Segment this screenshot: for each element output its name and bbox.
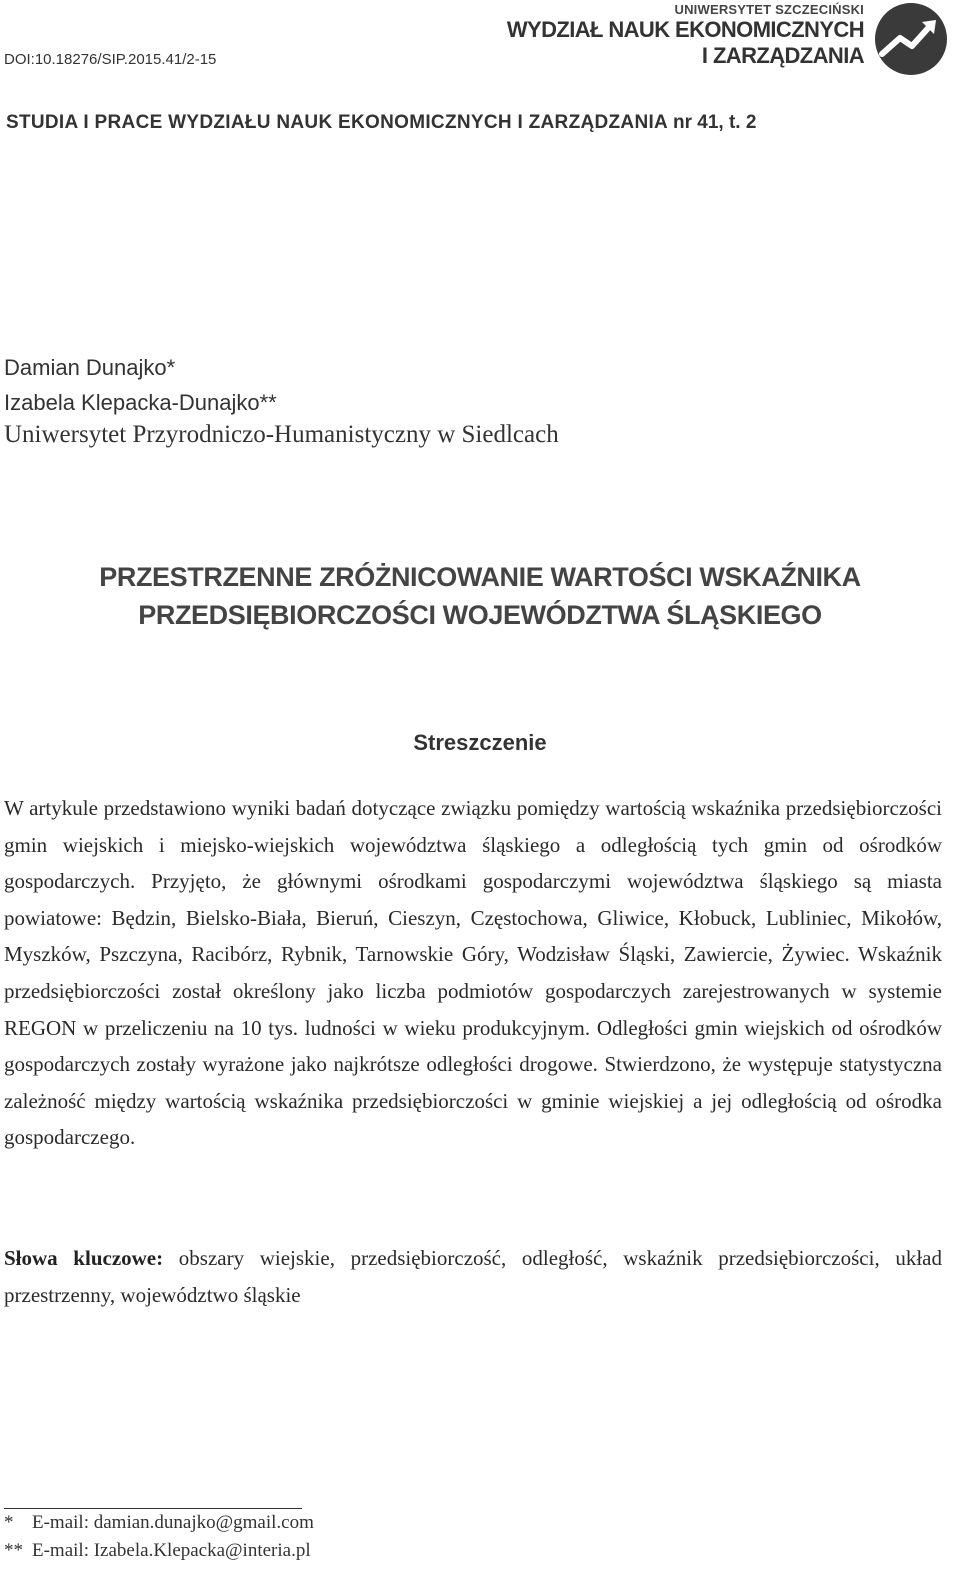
footnote-divider — [4, 1508, 302, 1509]
series-title: STUDIA I PRACE WYDZIAŁU NAUK EKONOMICZNYCH I ZARZĄDZANIA — [6, 112, 668, 133]
logo-faculty-line2: I ZARZĄDZANIA — [701, 43, 864, 68]
issue-number: nr 41, t. 2 — [672, 112, 757, 133]
journal-series — [6, 112, 756, 134]
article-title-line2: PRZEDSIĘBIORCZOŚCI WOJEWÓDZTWA ŚLĄSKIEGO — [138, 600, 822, 630]
author-1: Damian Dunajko* — [4, 355, 176, 380]
article-title — [0, 558, 960, 634]
rising-arrow-icon — [874, 2, 948, 76]
footnote-mark: * — [4, 1512, 14, 1533]
logo-text — [507, 2, 864, 69]
logo-faculty-line1: WYDZIAŁ NAUK EKONOMICZNYCH — [506, 17, 864, 42]
keywords-text: obszary wiejskie, przedsiębiorczość, odległość, wskaźnik przedsiębiorczości, układ przestrzenny, województwo śląskie — [4, 1246, 942, 1307]
author-2: Izabela Klepacka-Dunajko** — [4, 390, 277, 415]
footnote-mark: ** — [4, 1540, 23, 1561]
keywords — [4, 1240, 942, 1313]
keywords-label: Słowa kluczowe: — [4, 1246, 164, 1270]
faculty-logo — [478, 2, 948, 82]
footnote-1 — [4, 1512, 314, 1534]
affiliation: Uniwersytet Przyrodniczo-Humanistyczny w Siedlcach — [4, 421, 559, 448]
logo-university: UNIWERSYTET SZCZECIŃSKI — [674, 2, 864, 17]
article-title-line1: PRZESTRZENNE ZRÓŻNICOWANIE WARTOŚCI WSKAŹNIKA — [99, 562, 861, 592]
abstract-heading: Streszczenie — [413, 730, 547, 755]
abstract-text: W artykule przedstawiono wyniki badań dotyczące związku pomiędzy wartością wskaźnika przedsiębiorczości gmin wiejskich i miejsko-wiejskich województwa śląskiego a odległością tych gmin od ośrodków gospodarczych. Przyjęto, że głównymi ośrodkami gospodarczymi województwa śląskiego są miasta powiatowe: Będzin, Bielsko-Biała, Bieruń, Cieszyn, Częstochowa, Gliwice, Kłobuck, Lubliniec, Mikołów, Myszków, Pszczyna, Racibórz, Rybnik, Tarnowskie Góry, Wodzisław Śląski, Zawiercie, Żywiec. Wskaźnik przedsiębiorczości został określony jako liczba podmiotów gospodarczych zarejestrowanych w systemie REGON w przeliczeniu na 10 tys. ludności w wieku produkcyjnym. Odległości gmin wiejskich od ośrodków gospodarczych zostały wyrażone jako najkrótsze odległości drogowe. Stwierdzono, że występuje statystyczna zależność między wartością wskaźnika przedsiębiorczości w gminie wiejskiej a jej odległością od ośrodka gospodarczego. — [4, 796, 942, 1150]
footnote-email: E-mail: Izabela.Klepacka@interia.pl — [32, 1540, 311, 1561]
footnote-email: E-mail: damian.dunajko@gmail.com — [32, 1512, 314, 1533]
footnote-2 — [4, 1540, 311, 1562]
doi-text: DOI:10.18276/SIP.2015.41/2-15 — [4, 51, 217, 68]
